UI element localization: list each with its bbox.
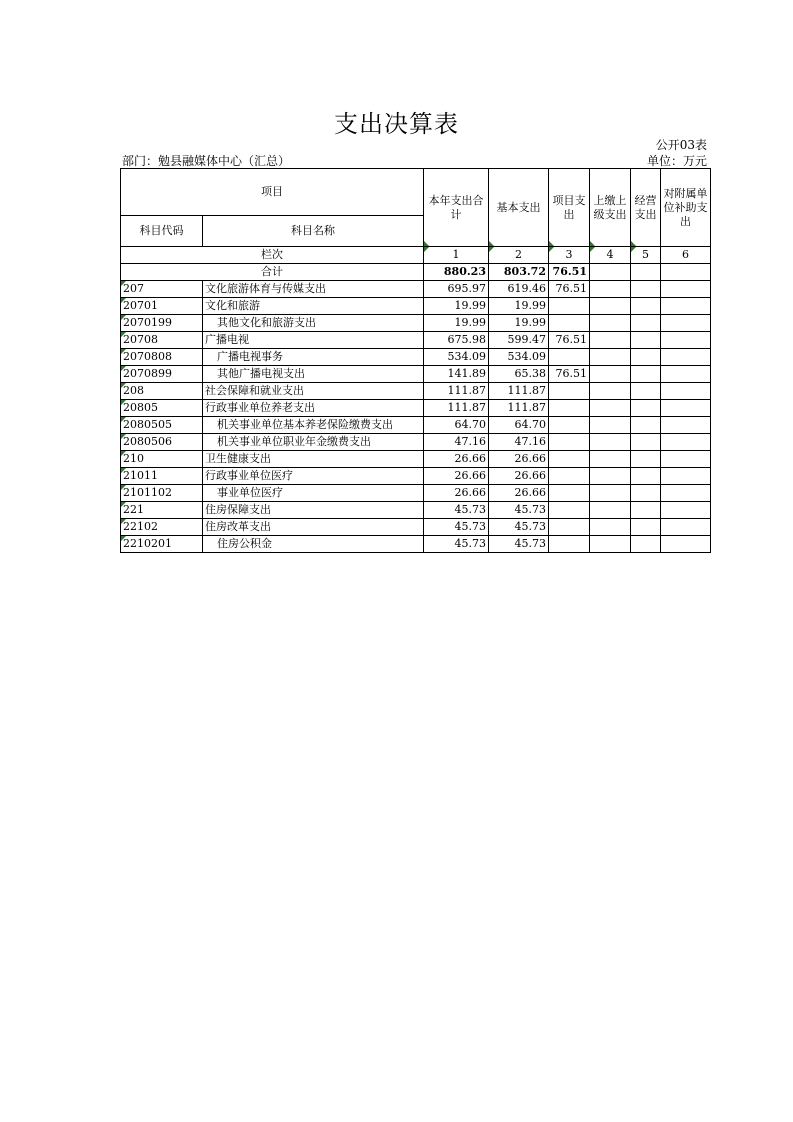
row-operating-expenditure: [631, 502, 661, 519]
row-subsidiary-expenditure: [661, 519, 711, 536]
row-operating-expenditure: [631, 434, 661, 451]
row-name: 文化旅游体育与传媒支出: [203, 281, 424, 298]
table-row: [121, 400, 711, 417]
expenditure-table: [120, 168, 711, 553]
row-upper-level-expenditure: [590, 298, 631, 315]
row-name: 其他文化和旅游支出: [203, 315, 424, 332]
row-basic-expenditure: 19.99: [489, 298, 549, 315]
row-total-expenditure: 64.70: [424, 417, 489, 434]
row-subsidiary-expenditure: [661, 417, 711, 434]
row-upper-level-expenditure: [590, 536, 631, 553]
table-row: [121, 417, 711, 434]
row-operating-expenditure: [631, 349, 661, 366]
col-number-1: 1: [424, 247, 489, 264]
total-row: [121, 264, 711, 281]
row-project-expenditure: [549, 349, 590, 366]
row-project-expenditure: [549, 383, 590, 400]
row-operating-expenditure: [631, 519, 661, 536]
col-number-3: 3: [549, 247, 590, 264]
row-subsidiary-expenditure: [661, 332, 711, 349]
row-subsidiary-expenditure: [661, 349, 711, 366]
total-c4: [590, 264, 631, 281]
row-project-expenditure: [549, 417, 590, 434]
row-name: 社会保障和就业支出: [203, 383, 424, 400]
table-row: [121, 298, 711, 315]
header-subsidiary-expenditure: 对附属单位补助支出: [661, 169, 711, 247]
row-basic-expenditure: 26.66: [489, 451, 549, 468]
row-code: 20708: [121, 332, 203, 349]
header-lanci: 栏次: [121, 247, 424, 264]
row-basic-expenditure: 111.87: [489, 400, 549, 417]
row-total-expenditure: 45.73: [424, 519, 489, 536]
row-code: 20805: [121, 400, 203, 417]
row-operating-expenditure: [631, 366, 661, 383]
row-basic-expenditure: 19.99: [489, 315, 549, 332]
row-project-expenditure: [549, 536, 590, 553]
header-code: 科目代码: [121, 216, 203, 247]
row-project-expenditure: [549, 400, 590, 417]
department-label: 部门：勉县融媒体中心（汇总）: [122, 154, 291, 168]
unit-label: 单位：万元: [646, 154, 707, 168]
header-total-expenditure: 本年支出合计: [424, 169, 489, 247]
table-row: [121, 434, 711, 451]
row-name: 机关事业单位职业年金缴费支出: [203, 434, 424, 451]
row-total-expenditure: 26.66: [424, 451, 489, 468]
page-title: 支出决算表: [334, 110, 459, 138]
total-c3: 76.51: [549, 264, 590, 281]
row-name: 其他广播电视支出: [203, 366, 424, 383]
header-upper-level-expenditure: 上缴上级支出: [590, 169, 631, 247]
row-upper-level-expenditure: [590, 417, 631, 434]
row-total-expenditure: 695.97: [424, 281, 489, 298]
row-basic-expenditure: 26.66: [489, 468, 549, 485]
row-project-expenditure: [549, 434, 590, 451]
row-subsidiary-expenditure: [661, 536, 711, 553]
row-project-expenditure: 76.51: [549, 366, 590, 383]
row-operating-expenditure: [631, 332, 661, 349]
row-upper-level-expenditure: [590, 468, 631, 485]
row-operating-expenditure: [631, 468, 661, 485]
col-number-5: 5: [631, 247, 661, 264]
row-operating-expenditure: [631, 451, 661, 468]
row-project-expenditure: 76.51: [549, 281, 590, 298]
table-row: [121, 349, 711, 366]
row-basic-expenditure: 534.09: [489, 349, 549, 366]
row-project-expenditure: [549, 519, 590, 536]
row-code: 2080505: [121, 417, 203, 434]
header-basic-expenditure: 基本支出: [489, 169, 549, 247]
row-total-expenditure: 111.87: [424, 400, 489, 417]
row-total-expenditure: 47.16: [424, 434, 489, 451]
header-project: 项目: [121, 169, 424, 216]
row-code: 2070199: [121, 315, 203, 332]
row-total-expenditure: 45.73: [424, 502, 489, 519]
row-upper-level-expenditure: [590, 349, 631, 366]
row-code: 22102: [121, 519, 203, 536]
row-operating-expenditure: [631, 315, 661, 332]
row-total-expenditure: 26.66: [424, 485, 489, 502]
row-subsidiary-expenditure: [661, 298, 711, 315]
col-number-4: 4: [590, 247, 631, 264]
row-upper-level-expenditure: [590, 485, 631, 502]
row-basic-expenditure: 599.47: [489, 332, 549, 349]
row-code: 21011: [121, 468, 203, 485]
row-subsidiary-expenditure: [661, 315, 711, 332]
row-operating-expenditure: [631, 485, 661, 502]
row-upper-level-expenditure: [590, 400, 631, 417]
row-total-expenditure: 534.09: [424, 349, 489, 366]
row-total-expenditure: 19.99: [424, 315, 489, 332]
row-total-expenditure: 26.66: [424, 468, 489, 485]
row-subsidiary-expenditure: [661, 502, 711, 519]
row-upper-level-expenditure: [590, 315, 631, 332]
row-operating-expenditure: [631, 417, 661, 434]
table-row: [121, 315, 711, 332]
row-basic-expenditure: 619.46: [489, 281, 549, 298]
row-upper-level-expenditure: [590, 451, 631, 468]
row-upper-level-expenditure: [590, 434, 631, 451]
row-subsidiary-expenditure: [661, 468, 711, 485]
row-name: 事业单位医疗: [203, 485, 424, 502]
row-operating-expenditure: [631, 281, 661, 298]
row-name: 行政事业单位养老支出: [203, 400, 424, 417]
row-project-expenditure: [549, 315, 590, 332]
header-name: 科目名称: [203, 216, 424, 247]
row-basic-expenditure: 65.38: [489, 366, 549, 383]
header-operating-expenditure: 经营支出: [631, 169, 661, 247]
row-operating-expenditure: [631, 383, 661, 400]
row-total-expenditure: 141.89: [424, 366, 489, 383]
row-name: 广播电视事务: [203, 349, 424, 366]
row-subsidiary-expenditure: [661, 485, 711, 502]
table-row: [121, 383, 711, 400]
row-name: 卫生健康支出: [203, 451, 424, 468]
row-project-expenditure: [549, 451, 590, 468]
row-code: 2070899: [121, 366, 203, 383]
table-row: [121, 468, 711, 485]
row-total-expenditure: 675.98: [424, 332, 489, 349]
row-project-expenditure: 76.51: [549, 332, 590, 349]
row-upper-level-expenditure: [590, 519, 631, 536]
row-name: 住房改革支出: [203, 519, 424, 536]
row-subsidiary-expenditure: [661, 281, 711, 298]
table-row: [121, 332, 711, 349]
table-row: [121, 519, 711, 536]
row-upper-level-expenditure: [590, 281, 631, 298]
row-name: 机关事业单位基本养老保险缴费支出: [203, 417, 424, 434]
row-code: 20701: [121, 298, 203, 315]
row-basic-expenditure: 45.73: [489, 536, 549, 553]
row-subsidiary-expenditure: [661, 366, 711, 383]
row-basic-expenditure: 47.16: [489, 434, 549, 451]
row-name: 住房保障支出: [203, 502, 424, 519]
row-code: 2210201: [121, 536, 203, 553]
total-c6: [661, 264, 711, 281]
table-row: [121, 366, 711, 383]
row-operating-expenditure: [631, 400, 661, 417]
row-subsidiary-expenditure: [661, 383, 711, 400]
row-upper-level-expenditure: [590, 383, 631, 400]
row-code: 221: [121, 502, 203, 519]
row-code: 210: [121, 451, 203, 468]
row-name: 住房公积金: [203, 536, 424, 553]
row-total-expenditure: 111.87: [424, 383, 489, 400]
row-project-expenditure: [549, 485, 590, 502]
row-project-expenditure: [549, 298, 590, 315]
row-basic-expenditure: 64.70: [489, 417, 549, 434]
row-total-expenditure: 19.99: [424, 298, 489, 315]
row-upper-level-expenditure: [590, 366, 631, 383]
row-subsidiary-expenditure: [661, 451, 711, 468]
total-label: 合计: [121, 264, 424, 281]
table-row: [121, 281, 711, 298]
row-project-expenditure: [549, 468, 590, 485]
row-name: 广播电视: [203, 332, 424, 349]
table-row: [121, 536, 711, 553]
table-row: [121, 485, 711, 502]
row-subsidiary-expenditure: [661, 400, 711, 417]
row-code: 207: [121, 281, 203, 298]
col-number-2: 2: [489, 247, 549, 264]
row-code: 208: [121, 383, 203, 400]
row-basic-expenditure: 45.73: [489, 502, 549, 519]
total-c5: [631, 264, 661, 281]
total-c1: 880.23: [424, 264, 489, 281]
row-name: 行政事业单位医疗: [203, 468, 424, 485]
row-subsidiary-expenditure: [661, 434, 711, 451]
row-code: 2101102: [121, 485, 203, 502]
row-operating-expenditure: [631, 536, 661, 553]
table-row: [121, 451, 711, 468]
row-operating-expenditure: [631, 298, 661, 315]
row-total-expenditure: 45.73: [424, 536, 489, 553]
header-project-expenditure: 项目支出: [549, 169, 590, 247]
row-name: 文化和旅游: [203, 298, 424, 315]
row-code: 2070808: [121, 349, 203, 366]
row-basic-expenditure: 26.66: [489, 485, 549, 502]
col-number-6: 6: [661, 247, 711, 264]
total-c2: 803.72: [489, 264, 549, 281]
row-project-expenditure: [549, 502, 590, 519]
form-code: 公开03表: [655, 138, 707, 152]
row-upper-level-expenditure: [590, 332, 631, 349]
table-row: [121, 502, 711, 519]
row-basic-expenditure: 111.87: [489, 383, 549, 400]
row-basic-expenditure: 45.73: [489, 519, 549, 536]
row-code: 2080506: [121, 434, 203, 451]
row-upper-level-expenditure: [590, 502, 631, 519]
